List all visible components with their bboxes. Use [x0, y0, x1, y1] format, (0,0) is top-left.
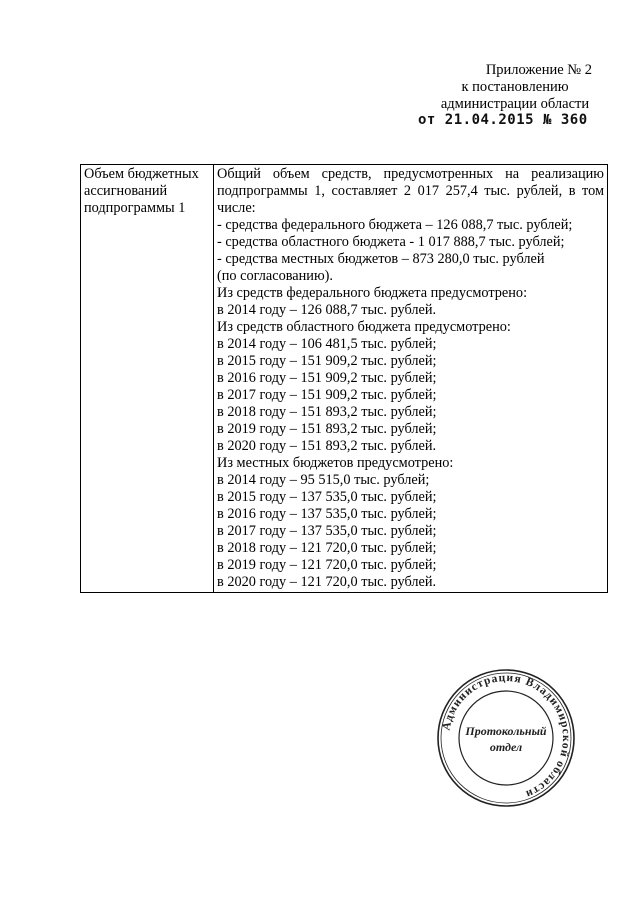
- content-line: в 2020 году – 151 893,2 тыс. рублей.: [217, 438, 437, 454]
- content-line: Из средств областного бюджета предусмотрено:: [217, 319, 511, 335]
- protocol-department-stamp: [436, 668, 576, 808]
- appendix-title: Приложение № 2: [485, 62, 592, 78]
- budget-table: [80, 164, 608, 593]
- content-line: в 2014 году – 95 515,0 тыс. рублей;: [217, 472, 430, 488]
- content-line: в 2014 году – 126 088,7 тыс. рублей.: [217, 302, 437, 318]
- content-line: в 2014 году – 106 481,5 тыс. рублей;: [217, 336, 437, 352]
- content-line: в 2017 году – 137 535,0 тыс. рублей;: [217, 523, 437, 539]
- document-header: [420, 62, 610, 113]
- content-line: в 2017 году – 151 909,2 тыс. рублей;: [217, 387, 437, 403]
- order-number: от 21.04.2015 № 360: [418, 112, 588, 128]
- stamp-outer-text: Администрация Владимирской области: [440, 671, 573, 801]
- stamp-inner-line1: Протокольный: [465, 724, 547, 738]
- administration-line: администрации области: [440, 96, 590, 112]
- content-line: (по согласованию).: [217, 268, 333, 284]
- content-line: в 2016 году – 151 909,2 тыс. рублей;: [217, 370, 437, 386]
- table-row: [81, 165, 608, 593]
- content-line: в 2019 году – 121 720,0 тыс. рублей;: [217, 557, 437, 573]
- right-content-cell: [214, 165, 608, 593]
- content-line: - средства областного бюджета - 1 017 888,7 тыс. рублей;: [217, 234, 565, 250]
- left-label: Объем бюджетных ассигнований подпрограммы 1: [84, 166, 199, 216]
- content-line: в 2018 году – 151 893,2 тыс. рублей;: [217, 404, 437, 420]
- stamp-inner-line2: отдел: [489, 740, 523, 754]
- intro-text: Общий объем средств, предусмотренных на реализацию подпрограммы 1, составляет 2 017 257,4 тыс. рублей, в том числе:: [217, 166, 604, 216]
- content-line: в 2018 году – 121 720,0 тыс. рублей;: [217, 540, 437, 556]
- content-line: Из средств федерального бюджета предусмотрено:: [217, 285, 528, 301]
- content-line: в 2020 году – 121 720,0 тыс. рублей.: [217, 574, 437, 590]
- content-line: Из местных бюджетов предусмотрено:: [217, 455, 454, 471]
- content-line: в 2015 году – 151 909,2 тыс. рублей;: [217, 353, 437, 369]
- content-line: в 2016 году – 137 535,0 тыс. рублей;: [217, 506, 437, 522]
- content-line: в 2019 году – 151 893,2 тыс. рублей;: [217, 421, 437, 437]
- content-line: - средства федерального бюджета – 126 088,7 тыс. рублей;: [217, 217, 573, 233]
- resolution-line: к постановлению: [461, 79, 569, 95]
- content-line: - средства местных бюджетов – 873 280,0 тыс. рублей: [217, 251, 545, 267]
- left-label-cell: [81, 165, 214, 593]
- content-line: в 2015 году – 137 535,0 тыс. рублей;: [217, 489, 437, 505]
